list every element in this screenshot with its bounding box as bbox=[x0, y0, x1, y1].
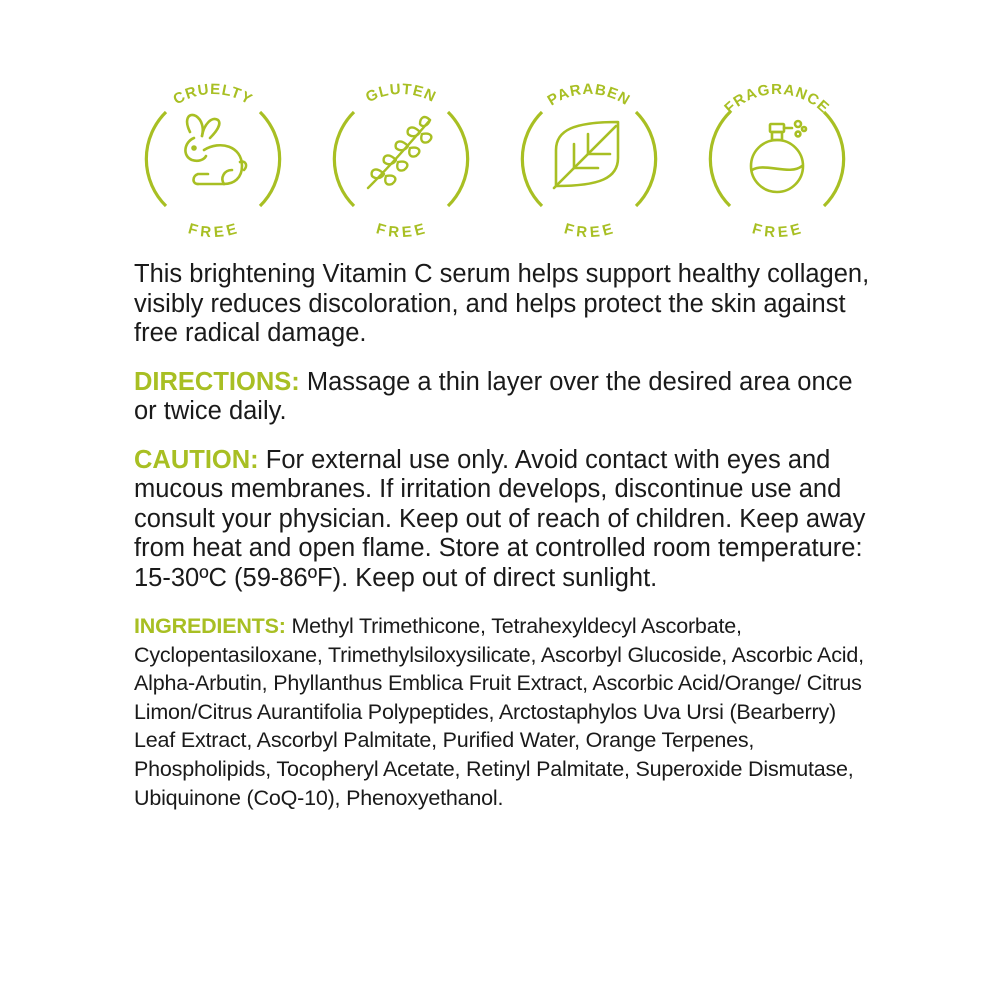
badge-ring bbox=[692, 74, 862, 244]
badge-ring bbox=[316, 74, 486, 244]
rabbit-icon bbox=[185, 115, 246, 184]
badge-top-label: CRUELTY bbox=[170, 80, 256, 109]
ingredients-label: INGREDIENTS: bbox=[134, 614, 286, 638]
badge-fragrance-free bbox=[692, 74, 862, 244]
ingredients-paragraph bbox=[134, 612, 874, 812]
caution-text: For external use only. Avoid contact with eyes and mucous membranes. If irritation develops, discontinue use and consult your physician. Keep out of reach of children. Keep away from heat and open flame. Store at controlled room temperature: 15-30ºC (59-86ºF). Keep out of direct sunlight. bbox=[134, 445, 866, 592]
badge-top-label: GLUTEN bbox=[363, 80, 439, 107]
badge-ring bbox=[128, 74, 298, 244]
badge-bottom-label: FREE bbox=[562, 220, 616, 242]
product-copy bbox=[134, 260, 874, 831]
leaf-icon bbox=[554, 122, 618, 188]
directions-label: DIRECTIONS: bbox=[134, 367, 300, 396]
badge-cruelty-free bbox=[128, 74, 298, 244]
caution-label: CAUTION: bbox=[134, 445, 259, 474]
badge-paraben-free bbox=[504, 74, 674, 244]
badge-bottom-label: FREE bbox=[374, 220, 428, 242]
directions-paragraph bbox=[134, 368, 874, 427]
description-paragraph: This brightening Vitamin C serum helps support healthy collagen, visibly reduces discoloration, and helps protect the skin against free radical damage. bbox=[134, 260, 870, 347]
badge-bottom-label: FREE bbox=[186, 220, 240, 242]
badge-bottom-label: FREE bbox=[750, 220, 804, 242]
directions-text: Massage a thin layer over the desired area once or twice daily. bbox=[134, 367, 853, 425]
wheat-icon bbox=[368, 117, 431, 188]
ingredients-text: Methyl Trimethicone, Tetrahexyldecyl Ascorbate, Cyclopentasiloxane, Trimethylsiloxysilicate, Ascorbyl Glucoside, Ascorbic Acid, Alpha-Arbutin, Phyllanthus Emblica Fruit Extract, Ascorbic Acid/Orange/ Citrus Limon/Citrus Aurantifolia Polypeptides, Arctostaphylos Uva Ursi (Bearberry) Leaf Extract, Ascorbyl Palmitate, Purified Water, Orange Terpenes, Phospholipids, Tocopheryl Acetate, Retinyl Palmitate, Superoxide Dismutase, Ubiquinone (CoQ-10), Phenoxyethanol. bbox=[134, 614, 864, 810]
badge-ring bbox=[504, 74, 674, 244]
free-from-badges bbox=[128, 74, 860, 244]
badge-top-label: FRAGRANCE bbox=[721, 80, 833, 117]
badge-top-label: PARABEN bbox=[544, 80, 634, 110]
perfume-bottle-icon bbox=[751, 121, 806, 192]
caution-paragraph bbox=[134, 446, 874, 594]
badge-gluten-free bbox=[316, 74, 486, 244]
